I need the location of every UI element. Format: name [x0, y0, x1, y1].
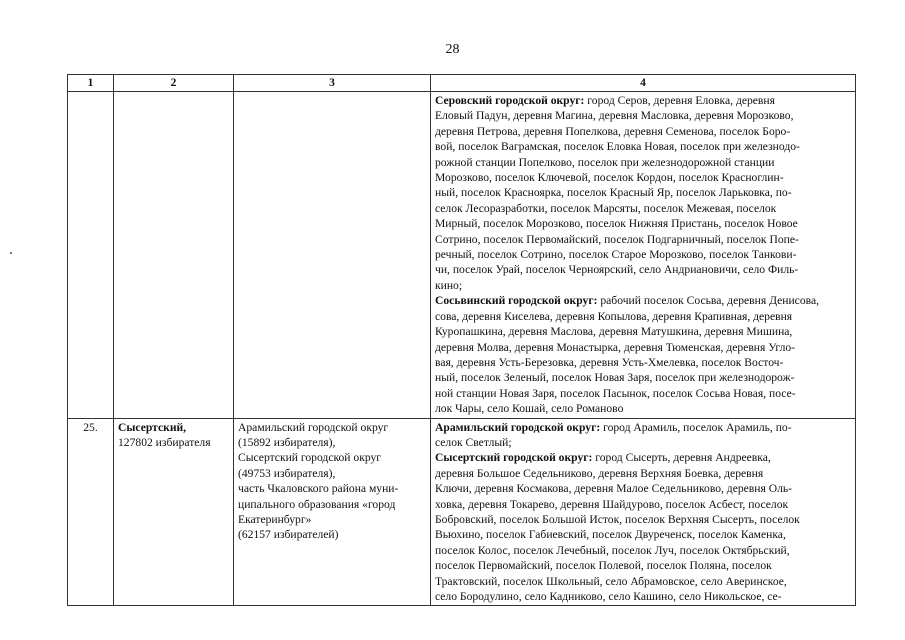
- districts-table: [67, 74, 856, 606]
- territory-line: Екатеринбург»: [238, 512, 312, 526]
- settlement-text: город Арамиль, поселок Арамиль, по-: [600, 420, 792, 434]
- settlement-text: ховка, деревня Токарево, деревня Шайдурово, поселок Асбест, поселок: [435, 497, 789, 511]
- text-line: [435, 589, 851, 604]
- text-line: [435, 386, 851, 401]
- settlement-text: лок Чары, село Кошай, село Романово: [435, 402, 624, 416]
- settlement-text: Вьюхино, поселок Габиевский, поселок Двуреченск, поселок Каменка,: [435, 528, 786, 542]
- territory-line: ципального образования «город: [238, 497, 396, 511]
- settlement-text: деревня Молва, деревня Монастырка, деревня Тюменская, деревня Угло-: [435, 340, 796, 354]
- territory-line: Арамильский городской округ: [238, 420, 389, 434]
- territory-cell: [234, 418, 431, 606]
- text-line: [435, 527, 851, 542]
- settlement-text: поселок Первомайский, поселок Полевой, поселок Поляна, поселок: [435, 559, 772, 573]
- page-number: 28: [445, 42, 460, 57]
- settlement-text: Мирный, поселок Морозково, поселок Нижняя Пристань, поселок Новое: [435, 217, 798, 231]
- text-line: [435, 340, 851, 355]
- territory-cell: [234, 92, 431, 419]
- settlement-text: Еловый Падун, деревня Магина, деревня Масловка, деревня Морозково,: [435, 109, 794, 123]
- text-line: [435, 401, 851, 416]
- settlement-text: кино;: [435, 278, 463, 292]
- text-line: [435, 247, 851, 262]
- text-line: [435, 201, 851, 216]
- text-line: [435, 216, 851, 231]
- row-number: 25.: [68, 418, 114, 606]
- text-line: [435, 543, 851, 558]
- settlement-text: ный, поселок Зеленый, поселок Новая Заря, поселок при железнодорож-: [435, 371, 795, 385]
- settlement-text: рожной станции Попелково, поселок при железнодорожной станции: [435, 155, 775, 169]
- settlement-text: селок Светлый;: [435, 435, 512, 449]
- settlement-text: город Серов, деревня Еловка, деревня: [584, 94, 775, 107]
- settlement-text: поселок Колос, поселок Лечебный, поселок Луч, поселок Октябрьский,: [435, 543, 790, 557]
- text-line: [435, 185, 851, 200]
- text-line: [435, 497, 851, 512]
- row-number: [68, 92, 114, 419]
- text-line: [435, 278, 851, 293]
- table-row-serov: [68, 92, 856, 419]
- settlement-text: Ключи, деревня Космакова, деревня Малое Седельниково, деревня Оль-: [435, 482, 793, 496]
- header-col-3: 3: [234, 75, 431, 92]
- text-line: [435, 450, 851, 465]
- settlement-text: Трактовский, поселок Школьный, село Абрамовское, село Аверинское,: [435, 574, 787, 588]
- territory-line: (15892 избирателя),: [238, 435, 336, 449]
- settlement-text: Бобровский, поселок Большой Исток, поселок Верхняя Сысерть, поселок: [435, 512, 800, 526]
- district-name: Сысертский,: [118, 420, 187, 434]
- text-line: [435, 420, 851, 435]
- text-line: [435, 232, 851, 247]
- text-line: [435, 108, 851, 123]
- settlement-text: рабочий поселок Сосьва, деревня Денисова,: [597, 294, 819, 308]
- settlement-text: деревня Петрова, деревня Попелкова, деревня Семенова, поселок Боро-: [435, 124, 791, 138]
- text-line: [435, 155, 851, 170]
- settlement-text: вая, деревня Усть-Березовка, деревня Усть-Хмелевка, поселок Восточ-: [435, 355, 784, 369]
- settlement-text: село Бородулино, село Кадниково, село Кашино, село Никольское, се-: [435, 590, 782, 603]
- text-line: [435, 139, 851, 154]
- table-row-25: [68, 418, 856, 606]
- settlement-text: вой, поселок Ваграмская, поселок Еловка Новая, поселок при железнодо-: [435, 140, 800, 154]
- okrug-name: Сосьвинский городской округ:: [435, 294, 598, 308]
- settlements-cell: [431, 92, 856, 419]
- text-line: [435, 324, 851, 339]
- margin-mark: [10, 252, 12, 254]
- okrug-name: Арамильский городской округ:: [435, 420, 601, 434]
- settlement-text: ной станции Новая Заря, поселок Пасынок, поселок Сосьва Новая, посе-: [435, 386, 796, 400]
- header-col-1: 1: [68, 75, 114, 92]
- territory-line: Сысертский городской округ: [238, 451, 382, 465]
- header-col-4: 4: [431, 75, 856, 92]
- text-line: [435, 466, 851, 481]
- text-line: [435, 355, 851, 370]
- text-line: [435, 370, 851, 385]
- header-col-2: 2: [114, 75, 234, 92]
- table-header-row: [68, 75, 856, 92]
- text-line: [435, 170, 851, 185]
- text-line: [435, 309, 851, 324]
- district-name-cell: [114, 92, 234, 419]
- text-line: [435, 93, 851, 108]
- settlement-text: город Сысерть, деревня Андреевка,: [592, 451, 771, 465]
- district-name-cell: [114, 418, 234, 606]
- settlement-text: Куропашкина, деревня Маслова, деревня Матушкина, деревня Мишина,: [435, 325, 793, 339]
- text-line: [435, 124, 851, 139]
- settlement-text: деревня Большое Седельниково, деревня Верхняя Боевка, деревня: [435, 466, 764, 480]
- text-line: [435, 574, 851, 589]
- text-line: [435, 558, 851, 573]
- text-line: [435, 262, 851, 277]
- settlement-text: сова, деревня Киселева, деревня Копылова, деревня Крапивная, деревня: [435, 309, 793, 323]
- text-line: [435, 435, 851, 450]
- text-line: [435, 512, 851, 527]
- voter-count: 127802 избирателя: [118, 435, 211, 449]
- text-line: [435, 481, 851, 496]
- territory-line: часть Чкаловского района муни-: [238, 482, 399, 496]
- settlement-text: чи, поселок Урай, поселок Черноярский, село Андриановичи, село Филь-: [435, 263, 799, 277]
- settlement-text: ный, поселок Красноярка, поселок Красный Яр, поселок Ларьковка, по-: [435, 186, 792, 200]
- territory-line: (62157 избирателей): [238, 528, 339, 542]
- settlements-cell: [431, 418, 856, 606]
- text-line: [435, 293, 851, 308]
- settlement-text: Морозково, поселок Ключевой, поселок Кордон, поселок Красноглин-: [435, 171, 784, 185]
- territory-line: (49753 избирателя),: [238, 466, 336, 480]
- settlement-text: селок Лесоразработки, поселок Марсяты, поселок Межевая, поселок: [435, 201, 777, 215]
- okrug-name: Серовский городской округ:: [435, 94, 585, 107]
- settlement-text: речный, поселок Сотрино, поселок Старое Морозково, поселок Танкови-: [435, 248, 797, 262]
- okrug-name: Сысертский городской округ:: [435, 451, 593, 465]
- settlement-text: Сотрино, поселок Первомайский, поселок Подгарничный, поселок Попе-: [435, 232, 799, 246]
